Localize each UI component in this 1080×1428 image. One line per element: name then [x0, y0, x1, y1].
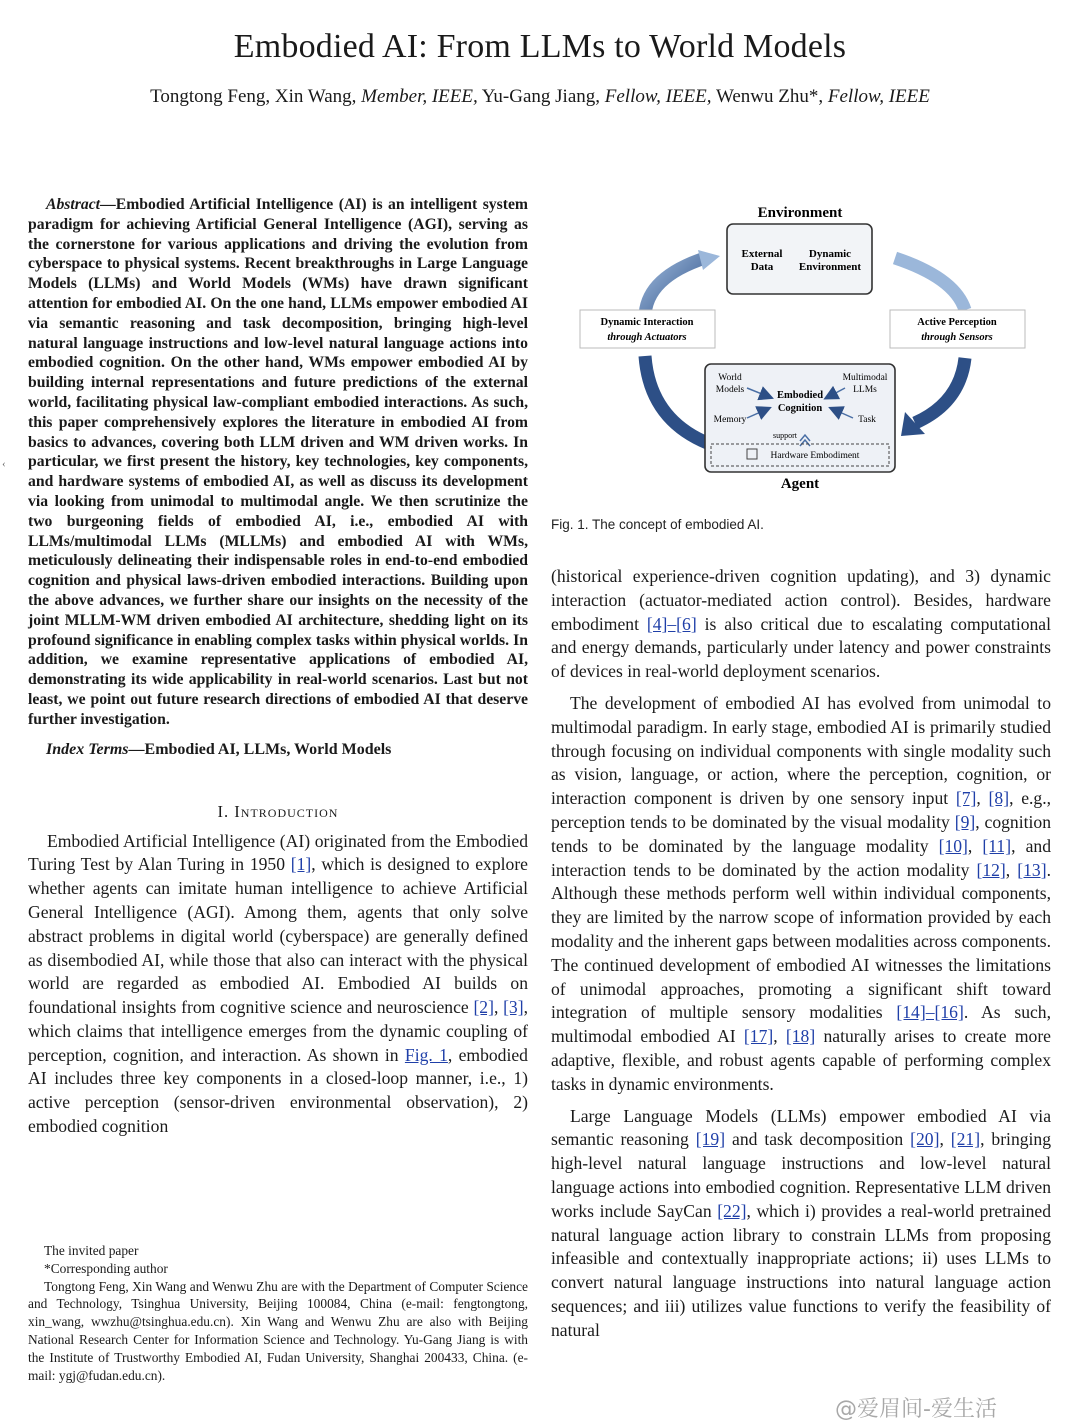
intro-text-e: , embodied AI includes three key components in a closed-loop manner, i.e., 1) active perception (sensor-driven environmental observation), 2) embodied cognition [28, 1044, 528, 1137]
citation-link[interactable]: [2] [473, 997, 494, 1018]
external-data-label-1: External [741, 248, 783, 260]
right-text: , bringing high-level natural language instructions and low-level natural language actions into embodied cognition. Representative LLM driven works include SayCan [551, 1129, 1052, 1221]
intro-text-a: Embodied Artificial Intelligence (AI) originated from the Embodied Turing Test by Alan Turing in 1950 [28, 830, 528, 875]
multimodal-label-1: Multimodal [842, 373, 888, 383]
figure-embodied-ai-concept [575, 198, 1035, 498]
right-paragraph-3 [551, 1105, 1051, 1343]
citation-link[interactable]: [4]–[6] [646, 613, 697, 634]
right-text: , [773, 1026, 786, 1047]
author-names-1: Tongtong Feng, Xin Wang, [150, 86, 362, 107]
index-terms [28, 740, 528, 760]
right-text: . As such, multimodal embodied AI [551, 1002, 1051, 1047]
index-terms-text: —Embodied AI, LLMs, World Models [128, 740, 392, 758]
citation-link[interactable]: [12] [976, 859, 1006, 880]
right-column [551, 565, 1051, 1343]
citation-link[interactable]: [21] [950, 1129, 981, 1150]
figure-caption: Fig. 1. The concept of embodied AI. [551, 517, 764, 532]
embodied-cognition-label-2: Cognition [777, 403, 823, 414]
world-models-label-1: World [718, 373, 742, 383]
intro-text-b: , which is designed to explore whether agents can imitate human intelligence to achieve Artificial General Intelligence (AGI). Among them, agents that only solve abstract problems in digital world (cyberspace) are generally defined as disembodied AI, while those that also can interact with the physical world are regarded as embodied AI. Embodied AI builds on foundational insights from cognitive science and neuroscience [28, 854, 528, 1018]
citation-link[interactable]: [9] [954, 811, 976, 832]
right-text: The development of embodied AI has evolved from unimodal to multimodal paradigm. In early stage, embodied AI is primarily studied through focusing on individual components with single modality such as vision, language, or action, where the perception, cognition, or interaction component is driven by one sensory input [551, 692, 1051, 809]
hardware-embodiment-label: Hardware Embodiment [770, 451, 860, 461]
dynamic-env-label-2: Environment [798, 261, 862, 273]
dynamic-interaction-label-2: through Actuators [607, 332, 687, 343]
embodied-cognition-label-1: Embodied [776, 390, 824, 401]
right-text: , [967, 835, 983, 856]
arc-top-left [645, 258, 705, 318]
dynamic-env-label-1: Dynamic [808, 248, 852, 260]
section-heading-introduction: I. Introduction [217, 801, 339, 821]
citation-link[interactable]: [7] [955, 788, 977, 809]
right-text: is also critical due to escalating computational and energy demands, particularly under latency and power constraints of devices in real-world deployment scenarios. [551, 613, 1051, 682]
arc-top-right [895, 258, 965, 310]
citation-link[interactable]: [13] [1017, 859, 1047, 880]
author-role-2: Fellow, IEEE, [604, 86, 712, 107]
paper-title: Embodied AI: From LLMs to World Models [233, 28, 847, 65]
author-names-3: Wenwu Zhu*, [711, 86, 828, 107]
citation-link[interactable]: [17] [743, 1026, 774, 1047]
citation-link[interactable]: [19] [695, 1129, 726, 1150]
dynamic-interaction-label-1: Dynamic Interaction [600, 317, 694, 328]
intro-text-c: , [493, 997, 504, 1018]
citation-link[interactable]: [20] [910, 1129, 940, 1150]
memory-label: Memory [713, 415, 747, 425]
right-text: , [939, 1129, 951, 1150]
right-paragraph-2 [551, 692, 1051, 1097]
active-perception-label-1: Active Perception [917, 317, 997, 328]
right-text: , which i) provides a real-world pretrained natural language action library to constrain LLMs from proposing infeasible and contextually inappropriate actions; ii) uses LLMs to convert natural language instructions into natural language action sequences; and iii) utilizes value functions to verify the feasibility of natural [551, 1200, 1051, 1340]
citation-link[interactable]: [14]–[16] [896, 1002, 964, 1023]
side-mark: ‹ [2, 458, 6, 470]
arc-bottom-right [915, 358, 965, 423]
footnote-invited: The invited paper [44, 1243, 139, 1258]
intro-text-d: , which claims that intelligence emerges from the dynamic coupling of perception, cognition, and interaction. As shown in [28, 997, 528, 1065]
author-names-2: Yu-Gang Jiang, [477, 86, 605, 107]
left-column [28, 195, 528, 1139]
world-models-label-2: Models [715, 385, 745, 395]
author-role-3: Fellow, IEEE [827, 86, 930, 107]
right-text: and task decomposition [725, 1129, 911, 1150]
multimodal-label-2: LLMs [853, 385, 877, 395]
arrowhead-top-left [698, 250, 720, 270]
external-data-label-2: Data [750, 261, 774, 273]
footnote-affiliations: Tongtong Feng, Xin Wang and Wenwu Zhu are with the Department of Computer Science and Technology, Tsinghua University, Beijing 100084, China (e-mail: fengtongtong, xin_wang, wwzhu@tsinghua.edu.cn). Xin Wang and Wenwu Zhu are also with Beijing National Research Center for Information Science and Technology. Yu-Gang Jiang is with the Institute of Trustworthy Embodied AI, Fudan University, Shanghai 200433, China. (e-mail: ygj@fudan.edu.cn). [28, 1278, 528, 1383]
author-role-1: Member, IEEE, [361, 86, 478, 107]
right-text: , [1005, 859, 1018, 880]
citation-link[interactable]: [18] [785, 1026, 816, 1047]
right-text: . Although these methods perform well within individual components, they are limited by the narrow scope of information provided by each modality and the inherent gaps between modalities across components. The continued development of embodied AI witnesses the limitations of unimodal approaches, promoting a significant shift toward integration of multiple sensory modalities [551, 859, 1051, 1023]
intro-paragraph [28, 830, 528, 1139]
figure-link[interactable]: Fig. 1 [404, 1044, 448, 1065]
right-text: naturally arises to create more adaptive, flexible, and robust agents capable of performing complex tasks in dynamic environments. [551, 1026, 1051, 1094]
right-text: , cognition tends to be dominated by the language modality [551, 811, 1051, 856]
right-text: , and interaction tends to be dominated by the action modality [551, 835, 1051, 880]
citation-link[interactable]: [8] [988, 788, 1010, 809]
right-text: (historical experience-driven cognition updating), and 3) dynamic interaction (actuator-mediated action control). Besides, hardware embodiment [551, 566, 1051, 634]
figure-environment-label: Environment [757, 205, 843, 221]
figure-agent-label: Agent [780, 476, 820, 492]
right-paragraph-1 [551, 565, 1051, 684]
citation-link[interactable]: [10] [938, 835, 968, 856]
author-line [0, 86, 1080, 108]
right-text: , e.g., perception tends to be dominated by the visual modality [551, 788, 1051, 832]
citation-link[interactable]: [3] [503, 997, 524, 1018]
watermark: @爱眉间-爱生活 [835, 1397, 997, 1422]
index-terms-label: Index Terms [46, 740, 129, 758]
abstract [28, 195, 528, 730]
active-perception-label-2: through Sensors [921, 332, 993, 343]
abstract-text: —Embodied Artificial Intelligence (AI) is an intelligent system paradigm for achieving Artificial General Intelligence (AGI), serving as the cornerstone for various applications and driving the evolution from cyberspace to physical systems. Recent breakthroughs in Large Language Models (LLMs) and World Models (WMs) have drawn significant attention for embodied AI. On the one hand, LLMs empower embodied AI via semantic reasoning and task decomposition, bringing high-level natural language instructions and low-level natural language actions into embodied cognition. On the other hand, WMs empower embodied AI by building internal representations and future predictions of the external world, facilitating physical law-compliant embodied interactions. As such, this paper comprehensively explores the literature in embodied AI from basics to advances, covering both LLM driven and WM driven works. In particular, we first present the history, key technologies, key components, and hardware systems of embodied AI, as well as discuss its development via looking from unimodal to multimodal angle. We then scrutinize the two burgeoning fields of embodied AI, i.e., embodied AI with LLMs/multimodal LLMs (MLLMs) and embodied AI with WMs, meticulously delineating their indispensable roles in end-to-end embodied cognition and physical laws-driven embodied interactions. Building upon the above advances, we further share our insights on the necessity of the joint MLLM-WM driven embodied AI architecture, shedding light on its profound significance in enabling complex tasks within physical worlds. In addition, we examine representative applications of embodied AI, demonstrating its wide applicability in real-world scenarios. Last but not least, we point out future research directions of embodied AI that deserve further investigation. [28, 196, 528, 728]
citation-link[interactable]: [11] [982, 835, 1012, 856]
right-text: , [976, 788, 989, 809]
right-text: Large Language Models (LLMs) empower embodied AI via semantic reasoning [551, 1105, 1051, 1150]
citation-link[interactable]: [1] [290, 854, 312, 875]
footnotes [28, 1242, 528, 1384]
task-label: Task [858, 415, 876, 425]
support-label: support [773, 431, 797, 440]
abstract-label: Abstract [46, 196, 101, 213]
footnote-corresponding: *Corresponding author [44, 1260, 168, 1276]
citation-link[interactable]: [22] [717, 1200, 747, 1221]
